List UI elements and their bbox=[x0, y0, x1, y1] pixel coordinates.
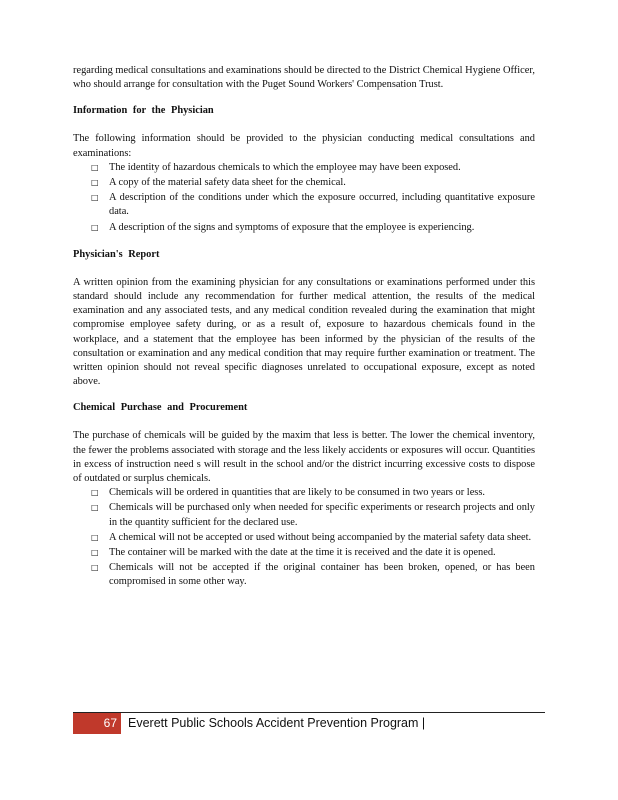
section-heading-information-for-physician: Information for the Physician bbox=[73, 105, 214, 117]
list-item: □ A description of the signs and symptoms of exposure that the employee is experiencing. bbox=[73, 221, 535, 235]
checkbox-bullet-icon: □ bbox=[91, 193, 99, 203]
list-item: □ A copy of the material safety data sheet for the chemical. bbox=[73, 176, 535, 190]
checkbox-bullet-icon: □ bbox=[91, 503, 99, 513]
checkbox-bullet-icon: □ bbox=[91, 548, 99, 558]
footer-title: Everett Public Schools Accident Prevention Program | bbox=[128, 716, 426, 730]
list-item: □ A description of the conditions under which the exposure occurred, including quantitative exposure data. bbox=[91, 192, 535, 218]
section-lead-paragraph: The following information should be provided to the physician conducting medical consultations and examinations: bbox=[73, 133, 535, 159]
checkbox-bullet-icon: □ bbox=[91, 488, 99, 498]
list-item: □ Chemicals will not be accepted if the original container has been broken, opened, or has been compromised in some other way. bbox=[91, 562, 535, 588]
list-item: □ The identity of hazardous chemicals to which the employee may have been exposed. bbox=[73, 161, 535, 175]
checkbox-bullet-icon: □ bbox=[91, 563, 99, 573]
purchase-rules-list bbox=[73, 486, 535, 589]
document-page bbox=[73, 64, 535, 603]
page-number-badge: 67 bbox=[73, 713, 121, 734]
list-item: □ Chemicals will be ordered in quantities that are likely to be consumed in two years or less. bbox=[73, 486, 535, 500]
information-list bbox=[73, 161, 535, 235]
checkbox-bullet-icon: □ bbox=[91, 162, 99, 172]
section-heading-physicians-report: Physician's Report bbox=[73, 248, 160, 260]
checkbox-bullet-icon: □ bbox=[91, 178, 99, 188]
intro-paragraph: regarding medical consultations and examinations should be directed to the District Chemical Hygiene Officer, who should arrange for consultation with the Puget Sound Workers' Compensation Trust. bbox=[73, 65, 535, 91]
list-item: □ A chemical will not be accepted or used without being accompanied by the material safety data sheet. bbox=[73, 531, 535, 545]
list-item: □ The container will be marked with the date at the time it is received and the date it is opened. bbox=[73, 546, 535, 560]
section-heading-chemical-purchase: Chemical Purchase and Procurement bbox=[73, 402, 248, 414]
checkbox-bullet-icon: □ bbox=[91, 532, 99, 542]
chemical-purchase-paragraph: The purchase of chemicals will be guided by the maxim that less is better. The lower the chemical inventory, the fewer the problems associated with storage and the less likely accidents or exposures will occur. Quantities in excess of instruction need s will result in the school and/or the district incurring excessive costs to dispose of outdated or surplus chemicals. bbox=[73, 430, 535, 485]
list-item: □ Chemicals will be purchased only when needed for specific experiments or research projects and only in the quantity sufficient for the declared use. bbox=[91, 502, 535, 528]
page-footer bbox=[73, 712, 545, 734]
checkbox-bullet-icon: □ bbox=[91, 222, 99, 232]
physicians-report-paragraph: A written opinion from the examining physician for any consultations or examinations performed under this standard should include any recommendation for further medical attention, the results of the medical examination and any associated tests, and any medical condition revealed during the examination that might compromise employee safety during, or as a result of, exposure to hazardous chemicals found in the workplace, and a statement that the employee has been informed by the physician of the results of the consultation or examination and any medical condition that may require further examination or treatment. The written opinion should not reveal specific diagnoses unrelated to occupational exposure, except as noted above. bbox=[73, 276, 535, 388]
